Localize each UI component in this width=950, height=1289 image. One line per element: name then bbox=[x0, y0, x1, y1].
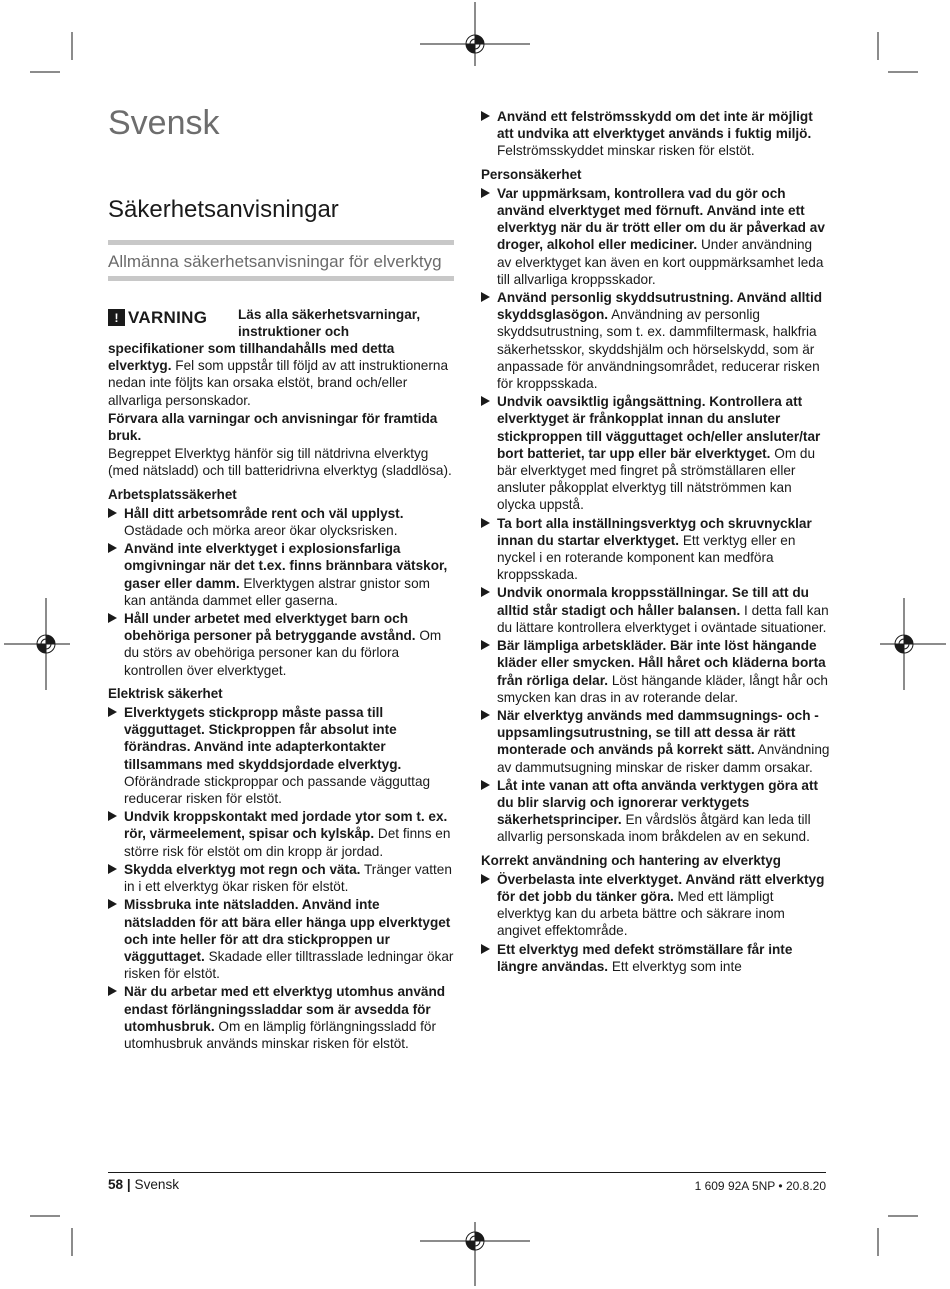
page-title: Svensk bbox=[108, 104, 220, 142]
bullet-text: Användning av personlig skyddsutrustning, som t. ex. dammfiltermask, halkfria säkerhetsskor, skyddshjälm och hörselskydd, som är anpassade för användningsområdet, reducerar risken för kroppsskada. bbox=[497, 307, 820, 392]
bullet-arrow-icon bbox=[481, 640, 490, 650]
bullet-text: Tränger vatten in i ett elverktyg ökar risken för elstöt. bbox=[124, 861, 452, 895]
subsection-heading: Allmänna säkerhetsanvisningar för elverktyg bbox=[108, 252, 442, 271]
bullet-bold-text: Undvik kroppskontakt med jordade ytor som t. ex. rör, värmeelement, spisar och kylskåp. bbox=[124, 809, 448, 842]
bullet-text: Med ett lämpligt elverktyg kan du arbeta bättre och säkrare inom angivet effektområde. bbox=[497, 888, 785, 939]
warning-keep: Förvara alla varningar och anvisningar för framtida bruk. bbox=[108, 410, 438, 444]
bullet-bold-text: Var uppmärksam, kontrollera vad du gör och använd elverktyget med förnuft. Använd inte ett elverktyg när du är trött eller om du är påverkad av droger, alkohol eller mediciner. bbox=[497, 185, 825, 253]
bullet-arrow-icon bbox=[481, 518, 490, 528]
bullet-item bbox=[481, 289, 830, 392]
bullet-bold-text: Ta bort alla inställningsverktyg och skruvnycklar innan du startar elverktyget. bbox=[497, 515, 812, 548]
warning-label: VARNING bbox=[128, 308, 208, 327]
warning-body-text: Fel som uppstår till följd av att instruktionerna nedan inte följts kan orsaka elstöt, brand och/eller allvarliga personskador. bbox=[108, 358, 449, 408]
list-personal-safety bbox=[481, 185, 830, 846]
footer-code: 1 609 92A 5NP • 20.8.20 bbox=[694, 1179, 826, 1193]
bullet-item bbox=[481, 584, 830, 636]
bullet-bold-text: Använd inte elverktyget i explosionsfarliga omgivningar när det t.ex. finns brännbara vätskor, gaser eller damm. bbox=[124, 541, 448, 591]
bullet-item bbox=[108, 808, 454, 860]
bullet-arrow-icon bbox=[108, 899, 117, 909]
bullet-item bbox=[108, 896, 454, 982]
bullet-text: I detta fall kan du lättare kontrollera elverktyget i oväntade situationer. bbox=[497, 602, 829, 635]
bullet-item bbox=[481, 941, 830, 975]
bullet-text: Löst hängande kläder, långt hår och smycken kan dras in av roterande delar. bbox=[497, 672, 828, 705]
bullet-bold-text: Elverktygets stickpropp måste passa till vägguttaget. Stickproppen får absolut inte förändras. Använd inte adapterkontakter tillsammans med skyddsjordade elverktyg. bbox=[124, 705, 402, 772]
bullet-arrow-icon bbox=[481, 111, 490, 121]
bullet-item bbox=[481, 637, 830, 706]
bullet-arrow-icon bbox=[108, 986, 117, 996]
list-electrical-safety bbox=[108, 704, 454, 1052]
bullet-arrow-icon bbox=[108, 707, 117, 717]
bullet-arrow-icon bbox=[108, 543, 117, 553]
subsection-box bbox=[108, 240, 454, 281]
bullet-item bbox=[108, 861, 454, 895]
page-number: 58 bbox=[108, 1177, 124, 1192]
bullet-bold-text: Håll under arbetet med elverktyget barn och obehöriga personer på betryggande avstånd. bbox=[124, 611, 416, 644]
warning-header bbox=[108, 306, 454, 340]
bullet-text: Om en lämplig förlängningssladd för utomhusbruk används minskar risken för elstöt. bbox=[124, 1018, 437, 1051]
bullet-text: Under användning av elverktyget kan även en kort ouppmärksamhet leda till allvarliga kroppsskador. bbox=[497, 237, 824, 287]
bullet-bold-text: När du arbetar med ett elverktyg utomhus använd endast förlängningssladdar som är avsedda för utomhusbruk. bbox=[124, 984, 446, 1034]
bullet-item bbox=[108, 505, 454, 539]
bullet-item bbox=[481, 515, 830, 584]
bullet-arrow-icon bbox=[108, 613, 117, 623]
bullet-arrow-icon bbox=[481, 874, 490, 884]
warning-badge bbox=[108, 309, 207, 326]
bullet-text: Användning av dammutsugning minskar de risker damm orsakar. bbox=[497, 742, 830, 775]
bullet-arrow-icon bbox=[108, 864, 117, 874]
bullet-text: Ostädade och mörka areor ökar olycksrisken. bbox=[124, 523, 398, 539]
heading-personal-safety: Personsäkerhet bbox=[481, 166, 582, 182]
bullet-arrow-icon bbox=[481, 188, 490, 198]
bullet-arrow-icon bbox=[108, 811, 117, 821]
warning-intro: Läs alla säkerhetsvarningar, instruktioner och bbox=[238, 307, 421, 340]
footer-separator: | bbox=[126, 1177, 131, 1192]
warning-triangle-icon: ! bbox=[108, 309, 125, 326]
list-tool-use bbox=[481, 871, 830, 975]
warning-body bbox=[108, 340, 454, 409]
bullet-text: Elverktygen alstrar gnistor som kan antända dammet eller gaserna. bbox=[124, 575, 430, 608]
bullet-item bbox=[108, 704, 454, 807]
bullet-bold-text: Bär lämpliga arbetskläder. Bär inte löst hängande kläder eller smycken. Håll håret och kläderna borta från rörliga delar. bbox=[497, 638, 826, 688]
bullet-text: En vårdslös åtgärd kan leda till allvarlig personskada inom bråkdelen av en sekund. bbox=[497, 812, 811, 845]
footer-left bbox=[108, 1177, 179, 1192]
bullet-bold-text: Använd ett felströmsskydd om det inte är möjligt att undvika att elverktyget används i fuktig miljö. bbox=[497, 109, 813, 142]
footer-language: Svensk bbox=[134, 1177, 180, 1192]
bullet-bold-text: Skydda elverktyg mot regn och väta. bbox=[124, 861, 361, 877]
footer-rule bbox=[108, 1172, 826, 1173]
bullet-item bbox=[481, 707, 830, 776]
bullet-bold-text: När elverktyg används med dammsugnings- och -uppsamlingsutrustning, se till att dessa är rätt monterade och används på korrekt sätt. bbox=[497, 707, 819, 758]
bullet-item bbox=[481, 871, 830, 940]
list-workplace-safety bbox=[108, 505, 454, 679]
bullet-item bbox=[481, 393, 830, 513]
bullet-text: Ett elverktyg som inte bbox=[611, 958, 742, 974]
bullet-item bbox=[481, 777, 830, 846]
bullet-text: Felströmsskyddet minskar risken för elstöt. bbox=[497, 143, 755, 159]
bullet-arrow-icon bbox=[481, 944, 490, 954]
bullet-item bbox=[481, 185, 830, 288]
bullet-item bbox=[108, 540, 454, 609]
warning-definition: Begreppet Elverktyg hänför sig till nätdrivna elverktyg (med nätsladd) och till batteridrivna elverktyg (sladdlösa). bbox=[108, 446, 452, 479]
warning-body-bold: specifikationer som tillhandahålls med detta elverktyg. bbox=[108, 341, 395, 374]
bullet-item bbox=[108, 610, 454, 679]
bullet-arrow-icon bbox=[481, 396, 490, 406]
bullet-bold-text: Låt inte vanan att ofta använda verktygen göra att du blir slarvig och ignorerar verktygets säkerhetsprinciper. bbox=[497, 777, 819, 828]
bullet-arrow-icon bbox=[481, 780, 490, 790]
list-electrical-safety-cont bbox=[481, 108, 830, 160]
bullet-text: Skadade eller tilltrasslade ledningar ökar risken för elstöt. bbox=[124, 948, 454, 982]
bullet-bold-text: Använd personlig skyddsutrustning. Använd alltid skyddsglasögon. bbox=[497, 290, 823, 323]
bullet-text: Om du bär elverktyget med fingret på strömställaren eller ansluter påkopplat elverktyg till nätströmmen kan olycka uppstå. bbox=[497, 445, 816, 513]
bullet-bold-text: Missbruka inte nätsladden. Använd inte nätsladden för att bära eller hänga upp elverktyget och inte heller för att dra stickproppen ur vägguttaget. bbox=[124, 897, 451, 964]
bullet-bold-text: Undvik onormala kroppsställningar. Se till att du alltid står stadigt och håller balansen. bbox=[497, 585, 809, 618]
bullet-arrow-icon bbox=[481, 587, 490, 597]
bullet-arrow-icon bbox=[481, 710, 490, 720]
heading-workplace-safety: Arbetsplatssäkerhet bbox=[108, 486, 237, 502]
left-column bbox=[108, 306, 454, 1053]
bullet-bold-text: Undvik oavsiktlig igångsättning. Kontrollera att elverktyget är frånkopplat innan du ansluter stickproppen till vägguttaget och/eller ansluter/tar bort batteriet, tar upp eller bär elverktyget. bbox=[497, 394, 821, 461]
bullet-bold-text: Överbelasta inte elverktyget. Använd rätt elverktyg för det jobb du tänker göra. bbox=[497, 871, 825, 904]
bullet-item bbox=[481, 108, 830, 160]
heading-tool-use: Korrekt användning och hantering av elverktyg bbox=[481, 852, 781, 868]
bullet-text: Om du störs av obehöriga personer kan du förlora kontrollen över elverktyget. bbox=[124, 628, 442, 678]
bullet-bold-text: Håll ditt arbetsområde rent och väl upplyst. bbox=[124, 505, 404, 521]
bullet-item bbox=[108, 983, 454, 1052]
bullet-arrow-icon bbox=[108, 508, 117, 518]
bullet-bold-text: Ett elverktyg med defekt strömställare får inte längre användas. bbox=[497, 941, 793, 974]
right-column bbox=[481, 108, 830, 976]
bullet-text: Ett verktyg eller en nyckel i en roterande komponent kan medföra kroppsskada. bbox=[497, 532, 796, 583]
section-heading: Säkerhetsanvisningar bbox=[108, 196, 339, 223]
bullet-arrow-icon bbox=[481, 292, 490, 302]
heading-electrical-safety: Elektrisk säkerhet bbox=[108, 685, 223, 701]
bullet-text: Det finns en större risk för elstöt om din kropp är jordad. bbox=[124, 826, 451, 859]
bullet-text: Oförändrade stickproppar och passande vägguttag reducerar risken för elstöt. bbox=[124, 773, 431, 807]
